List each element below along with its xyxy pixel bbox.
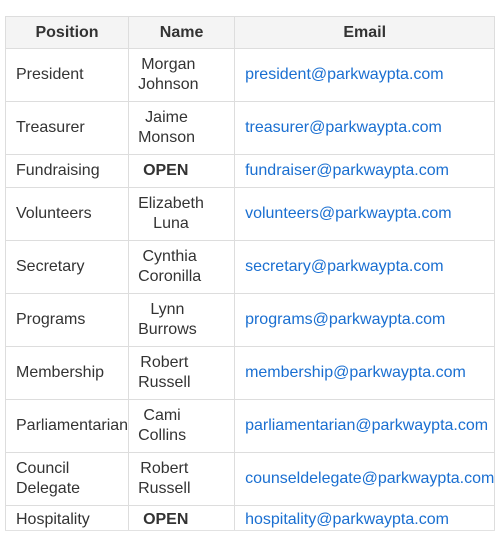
email-cell: [235, 400, 495, 453]
email-cell: [235, 49, 495, 102]
table-row: [6, 506, 495, 531]
name-text: [138, 406, 186, 446]
name-first: Cynthia: [142, 248, 197, 265]
name-first: Robert: [140, 460, 189, 477]
name-cell: [129, 347, 235, 400]
position-cell: Volunteers: [6, 188, 129, 241]
name-last: Coronilla: [138, 268, 202, 285]
name-first: Jaime: [145, 109, 188, 126]
header-email: Email: [235, 17, 495, 49]
email-link[interactable]: parliamentarian@parkwaypta.com: [245, 417, 489, 434]
email-cell: [235, 453, 495, 506]
table-row: [6, 347, 495, 400]
name-last: Russell: [138, 480, 191, 497]
email-link[interactable]: programs@parkwaypta.com: [245, 311, 446, 328]
name-text: [138, 55, 199, 95]
name-last: Burrows: [138, 321, 197, 338]
email-cell: [235, 188, 495, 241]
name-cell: [129, 102, 235, 155]
name-text: [138, 353, 190, 393]
email-link[interactable]: counseldelegate@parkwaypta.com: [245, 470, 495, 487]
position-cell: Fundraising: [6, 155, 129, 188]
name-cell: [129, 453, 235, 506]
email-link[interactable]: fundraiser@parkwaypta.com: [245, 162, 449, 179]
name-cell: [129, 294, 235, 347]
name-cell: [129, 49, 235, 102]
header-name: Name: [129, 17, 235, 49]
email-link[interactable]: volunteers@parkwaypta.com: [245, 205, 452, 222]
position-cell: [6, 453, 129, 506]
name-text: [138, 247, 201, 287]
officers-table: [5, 16, 495, 531]
name-text: [138, 300, 197, 340]
table-header-row: [6, 17, 495, 49]
name-first: Lynn: [150, 301, 185, 318]
name-first: Morgan: [141, 56, 196, 73]
position-cell: President: [6, 49, 129, 102]
email-link[interactable]: secretary@parkwaypta.com: [245, 258, 444, 275]
email-cell: [235, 506, 495, 531]
position-cell: Membership: [6, 347, 129, 400]
name-last: Luna: [153, 215, 189, 232]
header-position: Position: [6, 17, 129, 49]
email-link[interactable]: hospitality@parkwaypta.com: [245, 511, 449, 528]
email-cell: [235, 155, 495, 188]
name-cell-open: OPEN: [129, 155, 235, 188]
name-cell: [129, 400, 235, 453]
name-first: Elizabeth: [138, 195, 204, 212]
name-last: Collins: [138, 427, 187, 444]
table-row: [6, 188, 495, 241]
position-cell: Secretary: [6, 241, 129, 294]
table-row: [6, 400, 495, 453]
table-row: [6, 294, 495, 347]
email-link[interactable]: treasurer@parkwaypta.com: [245, 119, 442, 136]
name-first: Robert: [140, 354, 189, 371]
table-row: [6, 155, 495, 188]
email-link[interactable]: president@parkwaypta.com: [245, 66, 444, 83]
position-line1: Council: [16, 460, 70, 477]
name-cell-open: OPEN: [129, 506, 235, 531]
name-text: [138, 108, 195, 148]
position-cell: Treasurer: [6, 102, 129, 155]
name-cell: [129, 241, 235, 294]
position-line2: Delegate: [16, 480, 81, 497]
name-text: [138, 194, 204, 234]
name-last: Johnson: [138, 76, 199, 93]
email-cell: [235, 347, 495, 400]
table-row: [6, 241, 495, 294]
name-last: Monson: [138, 129, 195, 146]
name-text: [138, 459, 190, 499]
name-first: Cami: [143, 407, 181, 424]
table-row: [6, 49, 495, 102]
email-cell: [235, 294, 495, 347]
table-row: [6, 453, 495, 506]
email-cell: [235, 102, 495, 155]
email-cell: [235, 241, 495, 294]
name-cell: [129, 188, 235, 241]
position-cell: Parliamentarian: [6, 400, 129, 453]
name-last: Russell: [138, 374, 191, 391]
position-cell: Hospitality: [6, 506, 129, 531]
table-row: [6, 102, 495, 155]
position-cell: Programs: [6, 294, 129, 347]
email-link[interactable]: membership@parkwaypta.com: [245, 364, 466, 381]
officers-table-container: [5, 16, 495, 531]
